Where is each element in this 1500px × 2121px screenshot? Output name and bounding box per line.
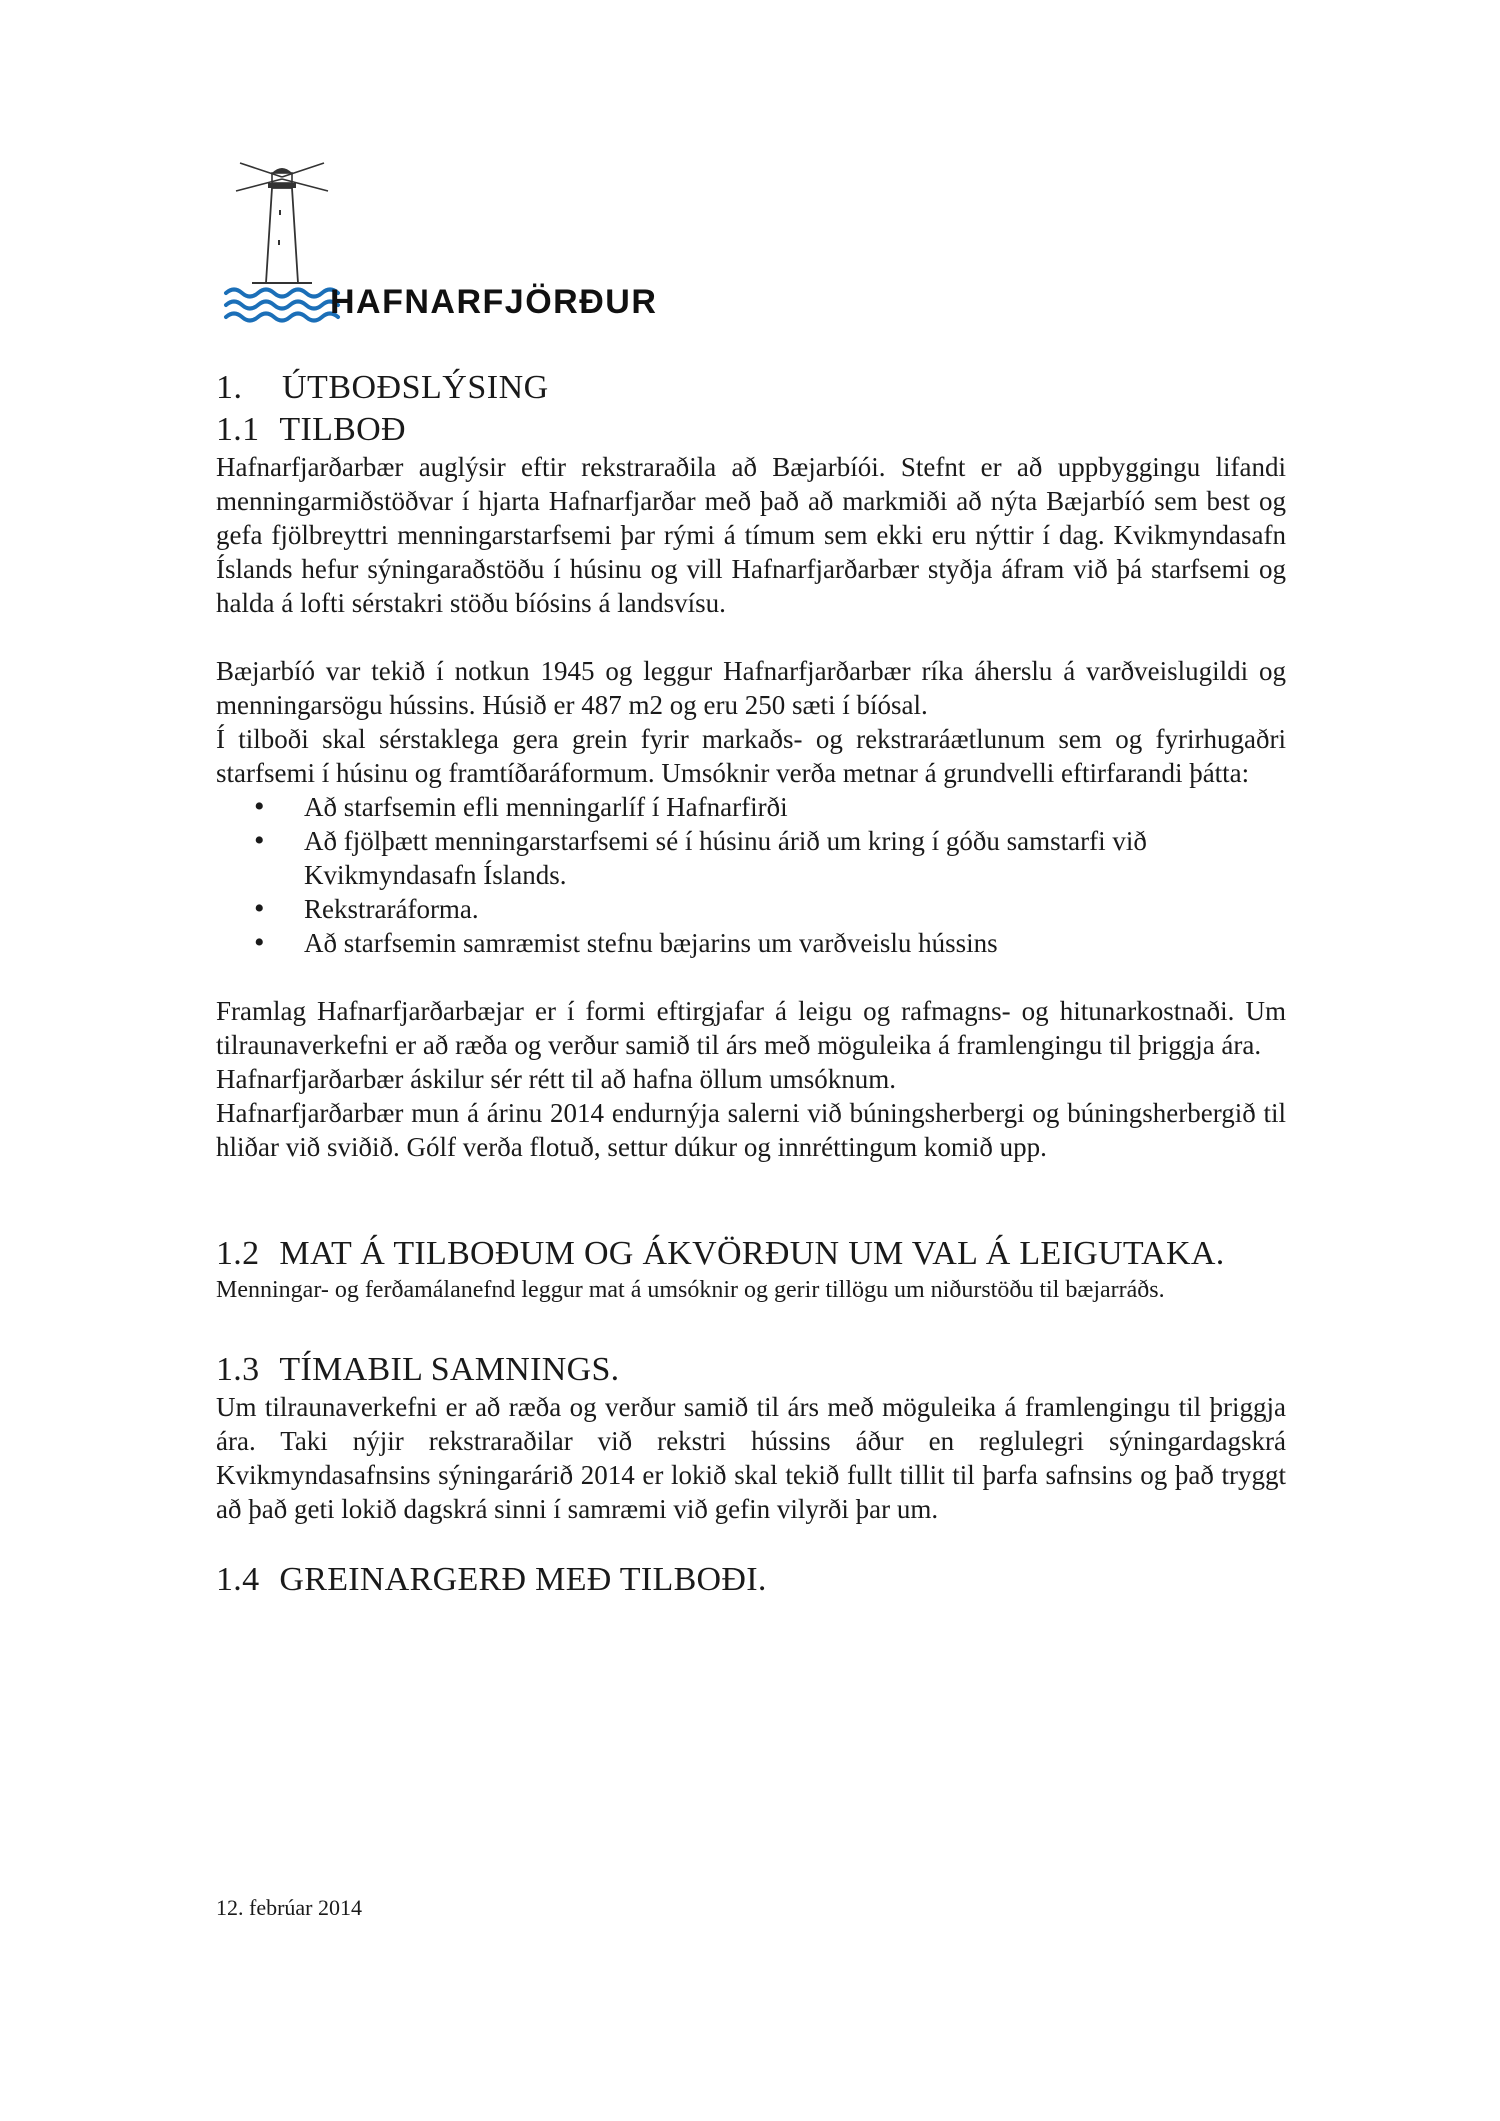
section-title: GREINARGERÐ MEÐ TILBOÐI. xyxy=(279,1561,767,1598)
list-item: • Að starfsemin efli menningarlíf í Hafnarfirði xyxy=(216,790,1286,824)
section-number: 1.3 xyxy=(216,1351,260,1388)
section-title: TILBOÐ xyxy=(279,411,406,448)
paragraph: Framlag Hafnarfjarðarbæjar er í formi eftirgjafar á leigu og rafmagns- og hitunarkostnaði. Um tilraunaverkefni er að ræða og verður samið til árs með möguleika á framlengingu til þriggja ára. xyxy=(216,996,1286,1060)
section-number: 1.2 xyxy=(216,1235,260,1272)
document-date: 12. febrúar 2014 xyxy=(216,1895,363,1920)
section-heading-1-1 xyxy=(216,410,1286,450)
paragraph: Hafnarfjarðarbær auglýsir eftir rekstraraðila að Bæjarbíói. Stefnt er að uppbyggingu lifandi menningarmiðstöðvar í hjarta Hafnarfjarðar með það að markmiði að nýta Bæjarbíó sem best og gefa fjölbreyttri menningarstarfsemi þar rými á tímum sem ekki eru nýttir í dag. Kvikmyndasafn Íslands hefur sýningaraðstöðu í húsinu og vill Hafnarfjarðarbær styðja áfram við þá starfsemi og halda á lofti sérstakri stöðu bíósins á landsvísu. xyxy=(216,452,1286,618)
paragraph: Hafnarfjarðarbær áskilur sér rétt til að hafna öllum umsóknum. xyxy=(216,1064,897,1094)
paragraph: Menningar- og ferðamálanefnd leggur mat á umsóknir og gerir tillögu um niðurstöðu til bæjarráðs. xyxy=(216,1277,1165,1303)
paragraph: Í tilboði skal sérstaklega gera grein fyrir markaðs- og rekstraráætlunum sem og fyrirhugaðri starfsemi í húsinu og framtíðaráformum. Umsóknir verða metnar á grundvelli eftirfarandi þátta: xyxy=(216,724,1286,788)
section-title: MAT Á TILBOÐUM OG ÁKVÖRÐUN UM VAL Á LEIGUTAKA. xyxy=(279,1235,1225,1272)
section-number: 1.1 xyxy=(216,411,260,448)
section-heading-1-4 xyxy=(216,1560,1286,1600)
paragraph: Hafnarfjarðarbær mun á árinu 2014 endurnýja salerni við búningsherbergi og búningsherbergið til hliðar við sviðið. Gólf verða flotuð, settur dúkur og innréttingum komið upp. xyxy=(216,1098,1286,1162)
section-title: TÍMABIL SAMNINGS. xyxy=(279,1351,620,1388)
section-heading-1 xyxy=(216,368,1286,408)
criteria-list xyxy=(216,790,1286,960)
list-item: • Að fjölþætt menningarstarfsemi sé í húsinu árið um kring í góðu samstarfi við Kvikmyndasafn Íslands. xyxy=(216,824,1286,892)
brand-name: HAFNARFJÖRÐUR xyxy=(330,283,658,321)
document-body xyxy=(216,368,1286,1600)
paragraph: Bæjarbíó var tekið í notkun 1945 og leggur Hafnarfjarðarbær ríka áherslu á varðveislugildi og menningarsögu hússins. Húsið er 487 m2 og eru 250 sæti í bíósal. xyxy=(216,656,1286,720)
list-item: • Rekstraráforma. xyxy=(216,892,1286,926)
section-number: 1. xyxy=(216,369,243,406)
section-heading-1-3 xyxy=(216,1350,1286,1390)
section-heading-1-2 xyxy=(216,1234,1286,1274)
section-number: 1.4 xyxy=(216,1561,260,1598)
lighthouse-logo-icon xyxy=(222,155,342,325)
paragraph: Um tilraunaverkefni er að ræða og verður samið til árs með möguleika á framlengingu til þriggja ára. Taki nýjir rekstraraðilar við rekstri hússins áður en reglulegri sýningardagskrá Kvikmyndasafnsins sýningarárið 2014 er lokið skal tekið fullt tillit til þarfa safnsins og það tryggt að það geti lokið dagskrá sinni í samræmi við gefin vilyrði þar um. xyxy=(216,1392,1286,1524)
section-title: ÚTBOÐSLÝSING xyxy=(282,369,549,406)
list-item: • Að starfsemin samræmist stefnu bæjarins um varðveislu hússins xyxy=(216,926,1286,960)
